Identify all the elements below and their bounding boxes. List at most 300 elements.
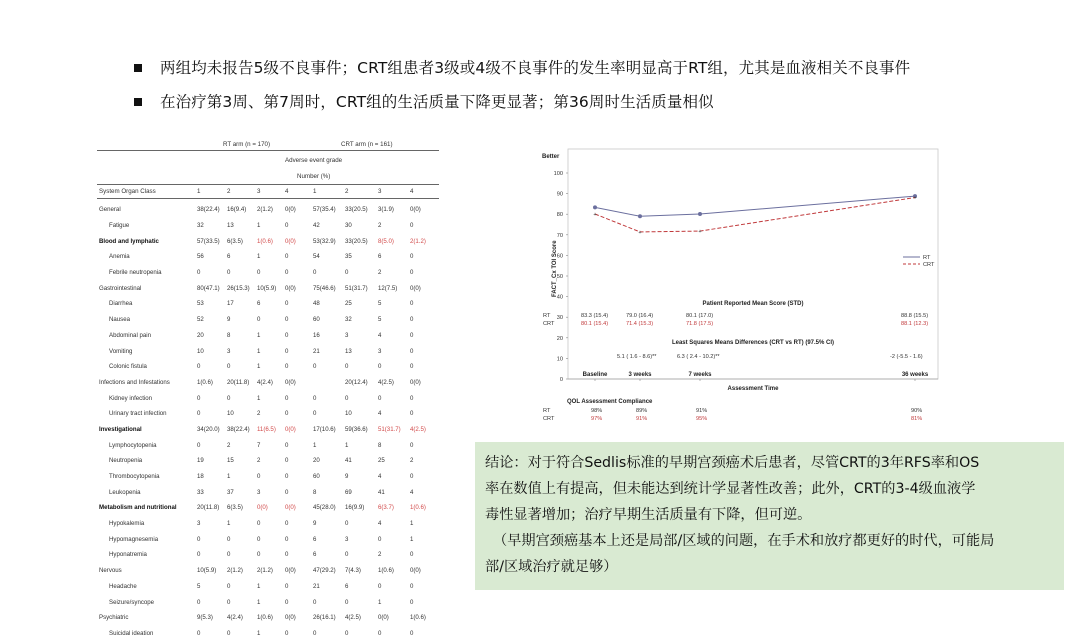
table-cell: 32 <box>345 316 352 324</box>
table-cell: 1 <box>410 535 414 543</box>
row-label: Febrile neutropenia <box>109 269 162 277</box>
compliance-value: 95% <box>696 416 708 422</box>
table-cell: 0 <box>410 473 414 481</box>
table-cell: 2(1.2) <box>410 237 426 245</box>
row-label: Psychiatric <box>99 614 129 622</box>
y-tick-label: 90 <box>556 191 563 198</box>
table-row <box>97 218 439 234</box>
table-cell: 42 <box>313 222 320 230</box>
table-cell: 0 <box>410 269 414 277</box>
table-row <box>97 500 439 516</box>
row-label: General <box>99 206 121 214</box>
table-cell: 17(10.6) <box>313 425 336 433</box>
y-tick-label: 100 <box>553 171 563 177</box>
table-cell: 21 <box>313 582 320 590</box>
table-cell: 1 <box>257 222 261 230</box>
table-cell: 6 <box>227 253 231 261</box>
table-cell: 1 <box>257 363 261 371</box>
table-cell: 0 <box>257 316 261 324</box>
table-cell: 0(0) <box>285 614 296 622</box>
x-tick-label: 36 weeks <box>901 372 929 378</box>
table-cell: 20(12.4) <box>345 378 368 386</box>
table-row <box>97 312 439 328</box>
qol-line-chart <box>537 147 942 427</box>
bullet-text: 两组均未报告5级不良事件；CRT组患者3级或4级不良事件的发生率明显高于RT组，尤其是血液相关不良事件 <box>160 59 911 77</box>
prms-value: 71.8 (17.5) <box>686 321 714 327</box>
table-cell: 25 <box>378 457 385 465</box>
table-cell: 0 <box>345 551 349 559</box>
table-cell: 0 <box>378 363 382 371</box>
table-cell: 0 <box>227 269 231 277</box>
table-cell: 0 <box>197 441 201 449</box>
y-axis-label: FACT_Cx TOI Score <box>552 240 558 297</box>
table-cell: 15 <box>227 457 234 465</box>
number-label: Number (%) <box>297 173 331 180</box>
table-cell: 4(2.4) <box>227 614 243 622</box>
table-cell: 0 <box>313 394 317 402</box>
table-cell: 0 <box>345 629 349 637</box>
row-label: Hypokalemia <box>109 520 145 528</box>
table-cell: 0 <box>197 363 201 371</box>
header-divider <box>97 198 439 199</box>
table-cell: 2 <box>378 551 382 559</box>
table-cell: 0 <box>313 629 317 637</box>
table-cell: 16(9.9) <box>345 504 365 512</box>
table-cell: 59(36.6) <box>345 425 368 433</box>
table-cell: 4 <box>378 473 382 481</box>
table-cell: 9 <box>227 316 231 324</box>
x-tick-label: 3 weeks <box>628 372 652 378</box>
lsmd-value: 6.3 ( 2.4 - 10.2)** <box>677 354 720 360</box>
table-cell: 38(22.4) <box>227 425 250 433</box>
table-cell: 35 <box>345 253 352 261</box>
table-cell: 80(47.1) <box>197 284 220 292</box>
table-cell: 0 <box>257 535 261 543</box>
table-cell: 13 <box>227 222 234 230</box>
table-cell: 38(22.4) <box>197 206 220 214</box>
table-cell: 19 <box>197 457 204 465</box>
table-cell: 0(0) <box>285 378 296 386</box>
table-cell: 0 <box>257 520 261 528</box>
table-cell: 0(0) <box>257 504 268 512</box>
table-cell: 0 <box>410 347 414 355</box>
conclusion-note: （早期宫颈癌基本上还是局部/区域的问题，在手术和放疗都更好的时代，可能局 <box>493 533 995 549</box>
x-axis-label: Assessment Time <box>727 386 779 392</box>
rt-arm-header: RT arm (n = 170) <box>223 141 271 148</box>
row-label: Diarrhea <box>109 300 133 308</box>
table-cell: 0 <box>227 394 231 402</box>
table-cell: 6 <box>378 253 382 261</box>
table-cell: 6 <box>313 535 317 543</box>
table-row <box>97 359 439 375</box>
compliance-panel <box>537 396 942 432</box>
table-cell: 1 <box>378 598 382 606</box>
table-row <box>97 531 439 547</box>
table-cell: 10(5.9) <box>197 567 217 575</box>
table-cell: 2 <box>227 441 231 449</box>
table-cell: 0 <box>197 410 201 418</box>
table-cell: 53 <box>197 300 204 308</box>
grade-header-cell: 4 <box>410 188 414 195</box>
conclusion-line: 毒性显著增加；治疗早期生活质量有下降，但可逆。 <box>485 507 812 523</box>
table-cell: 0 <box>285 488 289 496</box>
table-cell: 4 <box>378 331 382 339</box>
row-label: Investigational <box>99 425 142 433</box>
y-tick-label: 70 <box>556 232 563 239</box>
table-cell: 0 <box>285 363 289 371</box>
bullet-square-icon <box>134 64 142 72</box>
table-cell: 3 <box>378 347 382 355</box>
table-cell: 41 <box>378 488 385 496</box>
table-cell: 2 <box>257 410 261 418</box>
table-cell: 1 <box>257 582 261 590</box>
y-tick-label: 30 <box>556 315 563 322</box>
table-cell: 0 <box>197 629 201 637</box>
table-cell: 1(0.6) <box>410 504 426 512</box>
row-label: Hypomagnesemia <box>109 535 159 543</box>
grade-header-cell: 2 <box>345 188 349 195</box>
table-cell: 1 <box>257 347 261 355</box>
table-cell: 5 <box>197 582 201 590</box>
y-tick-label: 40 <box>556 294 563 301</box>
table-cell: 0 <box>313 598 317 606</box>
table-cell: 33 <box>197 488 204 496</box>
table-cell: 0 <box>227 598 231 606</box>
compliance-value: 81% <box>911 416 923 422</box>
table-cell: 1 <box>257 598 261 606</box>
row-label: Urinary tract infection <box>109 410 167 418</box>
grade-header-cell: 1 <box>313 188 317 195</box>
table-row <box>97 328 439 344</box>
table-cell: 20(11.8) <box>197 504 220 512</box>
row-label: Hyponatremia <box>109 551 147 559</box>
table-cell: 8(5.0) <box>378 237 394 245</box>
data-point-crt: + <box>913 195 917 202</box>
prms-value: 83.3 (15.4) <box>581 313 609 319</box>
table-cell: 0 <box>345 598 349 606</box>
table-cell: 69 <box>345 488 352 496</box>
table-cell: 0 <box>285 582 289 590</box>
table-cell: 0 <box>197 598 201 606</box>
table-cell: 8 <box>378 441 382 449</box>
table-cell: 26(15.3) <box>227 284 250 292</box>
table-row <box>97 626 439 641</box>
prms-value: 79.0 (16.4) <box>626 313 654 319</box>
table-cell: 21 <box>313 347 320 355</box>
table-row <box>97 516 439 532</box>
row-label: Fatigue <box>109 222 130 230</box>
table-cell: 51(31.7) <box>378 425 401 433</box>
table-cell: 0 <box>378 535 382 543</box>
table-cell: 6(3.5) <box>227 237 243 245</box>
table-cell: 7(4.3) <box>345 567 361 575</box>
table-cell: 0 <box>410 331 414 339</box>
y-tick-label: 60 <box>556 253 563 260</box>
prms-value: 80.1 (15.4) <box>581 321 609 327</box>
table-cell: 2(1.2) <box>257 206 273 214</box>
series-line-crt <box>595 195 917 232</box>
table-cell: 0 <box>285 410 289 418</box>
row-label: Suicidal ideation <box>109 629 154 637</box>
table-cell: 4 <box>410 488 414 496</box>
table-cell: 0 <box>197 394 201 402</box>
table-cell: 0 <box>410 316 414 324</box>
table-cell: 41 <box>345 457 352 465</box>
grade-title: Adverse event grade <box>285 157 343 164</box>
table-cell: 5 <box>378 300 382 308</box>
table-cell: 45(28.0) <box>313 504 336 512</box>
table-cell: 2(1.2) <box>257 567 273 575</box>
table-cell: 1 <box>227 520 231 528</box>
table-cell: 57(35.4) <box>313 206 336 214</box>
table-cell: 1(0.6) <box>378 567 394 575</box>
grade-header-cell: 3 <box>257 188 261 195</box>
table-cell: 8 <box>227 331 231 339</box>
row-label: Kidney infection <box>109 394 153 402</box>
table-cell: 3 <box>197 520 201 528</box>
table-cell: 0 <box>378 629 382 637</box>
table-cell: 33(20.5) <box>345 206 368 214</box>
table-cell: 26(16.1) <box>313 614 336 622</box>
table-cell: 2(1.2) <box>227 567 243 575</box>
table-cell: 0 <box>285 347 289 355</box>
table-cell: 0 <box>197 551 201 559</box>
row-label: Vomiting <box>109 347 133 355</box>
row-label: Blood and lymphatic <box>99 237 159 245</box>
better-label: Better <box>542 154 560 160</box>
class-header: System Organ Class <box>99 188 156 195</box>
table-cell: 9 <box>313 520 317 528</box>
table-cell: 13 <box>345 347 352 355</box>
table-cell: 8 <box>313 488 317 496</box>
table-row <box>97 343 439 359</box>
data-point-crt: + <box>638 229 642 236</box>
table-cell: 1(0.6) <box>410 614 426 622</box>
table-cell: 0 <box>257 269 261 277</box>
table-cell: 0 <box>285 457 289 465</box>
row-label: Seizure/syncope <box>109 598 155 606</box>
table-cell: 0 <box>345 394 349 402</box>
prms-value: 88.1 (12.3) <box>901 321 929 327</box>
row-label: Neutropenia <box>109 457 143 465</box>
compliance-value: 89% <box>636 408 648 414</box>
adverse-event-rows <box>97 202 439 641</box>
table-cell: 0 <box>285 441 289 449</box>
table-cell: 2 <box>257 457 261 465</box>
data-point-rt <box>593 205 597 209</box>
table-cell: 0 <box>378 582 382 590</box>
table-row <box>97 453 439 469</box>
table-cell: 0(0) <box>285 284 296 292</box>
row-label: Lymphocytopenia <box>109 441 157 449</box>
compliance-row-label: RT <box>543 408 551 414</box>
table-cell: 17 <box>227 300 234 308</box>
table-cell: 47(29.2) <box>313 567 336 575</box>
table-cell: 53(32.9) <box>313 237 336 245</box>
table-cell: 0 <box>227 535 231 543</box>
data-point-rt <box>698 212 702 216</box>
table-cell: 0 <box>410 598 414 606</box>
table-row <box>97 547 439 563</box>
table-cell: 10 <box>345 410 352 418</box>
table-cell: 0 <box>313 410 317 418</box>
table-cell: 1 <box>257 253 261 261</box>
table-cell: 10 <box>227 410 234 418</box>
compliance-value: 90% <box>911 408 923 414</box>
compliance-value: 98% <box>591 408 603 414</box>
table-cell: 0 <box>285 473 289 481</box>
table-cell: 0 <box>345 269 349 277</box>
prms-row-label: RT <box>543 313 551 319</box>
data-point-crt: + <box>698 229 702 236</box>
x-tick-label: 7 weeks <box>688 372 712 378</box>
table-cell: 16 <box>313 331 320 339</box>
lsmd-value: 5.1 ( 1.6 - 8.6)** <box>617 354 657 360</box>
compliance-svg <box>537 396 942 432</box>
table-cell: 0 <box>410 441 414 449</box>
y-tick-label: 80 <box>556 212 563 219</box>
data-point-crt: + <box>593 211 597 218</box>
compliance-title: QOL Assessment Compliance <box>567 399 653 405</box>
conclusion-note: 部/区域治疗就足够） <box>485 559 618 575</box>
table-row <box>97 422 439 438</box>
table-cell: 54 <box>313 253 320 261</box>
row-label: Anemia <box>109 253 130 261</box>
table-cell: 37 <box>227 488 234 496</box>
table-row <box>97 265 439 281</box>
x-tick-label: Baseline <box>582 372 608 378</box>
table-cell: 0 <box>313 269 317 277</box>
qol-chart-svg <box>537 147 942 397</box>
row-label: Gastrointestinal <box>99 284 142 292</box>
series-line-rt <box>595 196 915 216</box>
table-cell: 0 <box>410 410 414 418</box>
legend-label: CRT <box>923 262 935 268</box>
table-cell: 4 <box>378 520 382 528</box>
table-cell: 0 <box>285 300 289 308</box>
table-cell: 4(2.5) <box>378 378 394 386</box>
table-row <box>97 375 439 391</box>
prms-title: Patient Reported Mean Score (STD) <box>702 301 804 307</box>
table-cell: 0 <box>285 394 289 402</box>
header-divider <box>97 184 439 185</box>
table-cell: 0(0) <box>285 237 296 245</box>
table-cell: 12(7.5) <box>378 284 398 292</box>
conclusion-line: 结论：对于符合Sedlis标准的早期宫颈癌术后患者，尽管CRT的3年RFS率和OS <box>485 455 980 471</box>
table-cell: 1(0.6) <box>257 237 273 245</box>
lsmd-title: Least Squares Means Differences (CRT vs RT) (97.5% CI) <box>671 340 835 346</box>
table-cell: 0 <box>378 394 382 402</box>
table-cell: 0 <box>257 551 261 559</box>
table-row <box>97 610 439 626</box>
table-cell: 0 <box>227 582 231 590</box>
row-label: Abdominal pain <box>109 331 152 339</box>
table-cell: 3 <box>257 488 261 496</box>
table-cell: 9 <box>345 473 349 481</box>
row-label: Infections and Infestations <box>99 378 170 386</box>
table-cell: 4 <box>378 410 382 418</box>
header-divider <box>97 150 439 151</box>
table-cell: 1 <box>257 394 261 402</box>
table-cell: 0(0) <box>410 284 421 292</box>
table-cell: 0(0) <box>285 425 296 433</box>
conclusion-box <box>475 442 1064 590</box>
table-cell: 10(5.9) <box>257 284 277 292</box>
table-cell: 0 <box>285 331 289 339</box>
compliance-row-label: CRT <box>543 416 555 422</box>
table-cell: 0 <box>410 253 414 261</box>
grade-header-cell: 1 <box>197 188 201 195</box>
table-cell: 2 <box>410 457 414 465</box>
table-row <box>97 484 439 500</box>
table-cell: 0 <box>197 269 201 277</box>
table-cell: 0 <box>285 535 289 543</box>
y-tick-label: 50 <box>556 274 563 280</box>
grade-header-cell: 3 <box>378 188 382 195</box>
table-cell: 3 <box>227 347 231 355</box>
table-cell <box>313 375 345 391</box>
table-cell: 0 <box>227 551 231 559</box>
table-cell: 0 <box>410 551 414 559</box>
table-cell: 6(3.5) <box>227 504 243 512</box>
table-cell: 2 <box>378 222 382 230</box>
table-row <box>97 469 439 485</box>
row-label: Thrombocytopenia <box>109 473 160 481</box>
bullet-list <box>134 56 1054 124</box>
y-tick-label: 0 <box>559 377 563 383</box>
table-cell: 52 <box>197 316 204 324</box>
bullet-text: 在治疗第3周、第7周时，CRT组的生活质量下降更显著；第36周时生活质量相似 <box>160 93 714 111</box>
table-cell: 0 <box>410 394 414 402</box>
table-cell: 0 <box>313 363 317 371</box>
table-cell: 0(0) <box>378 614 389 622</box>
lsmd-value: -2 (-5.5 - 1.6) <box>890 354 923 360</box>
table-cell: 56 <box>197 253 204 261</box>
table-row <box>97 296 439 312</box>
table-cell: 1 <box>313 441 317 449</box>
table-cell: 20 <box>197 331 204 339</box>
table-cell: 60 <box>313 316 320 324</box>
table-row <box>97 233 439 249</box>
table-cell: 0 <box>285 520 289 528</box>
table-cell: 1 <box>345 441 349 449</box>
bullet-item <box>134 56 1054 90</box>
table-row <box>97 280 439 296</box>
legend-label: RT <box>923 255 931 261</box>
prms-value: 71.4 (15.3) <box>626 321 654 327</box>
compliance-value: 91% <box>636 416 648 422</box>
table-row <box>97 390 439 406</box>
table-cell: 2 <box>378 269 382 277</box>
grade-header-cell: 4 <box>285 188 289 195</box>
table-cell: 1(0.6) <box>197 378 213 386</box>
table-cell: 0 <box>285 551 289 559</box>
table-cell: 1 <box>257 331 261 339</box>
table-cell: 34(20.0) <box>197 425 220 433</box>
y-tick-label: 20 <box>556 335 563 342</box>
row-label: Nervous <box>99 567 122 575</box>
table-cell: 0 <box>410 363 414 371</box>
table-cell: 0 <box>285 253 289 261</box>
table-cell: 0(0) <box>285 567 296 575</box>
table-cell: 25 <box>345 300 352 308</box>
table-cell: 48 <box>313 300 320 308</box>
table-cell: 6(3.7) <box>378 504 394 512</box>
table-cell: 0(0) <box>285 206 296 214</box>
table-row <box>97 249 439 265</box>
table-cell: 1 <box>410 520 414 528</box>
table-cell: 1 <box>257 629 261 637</box>
